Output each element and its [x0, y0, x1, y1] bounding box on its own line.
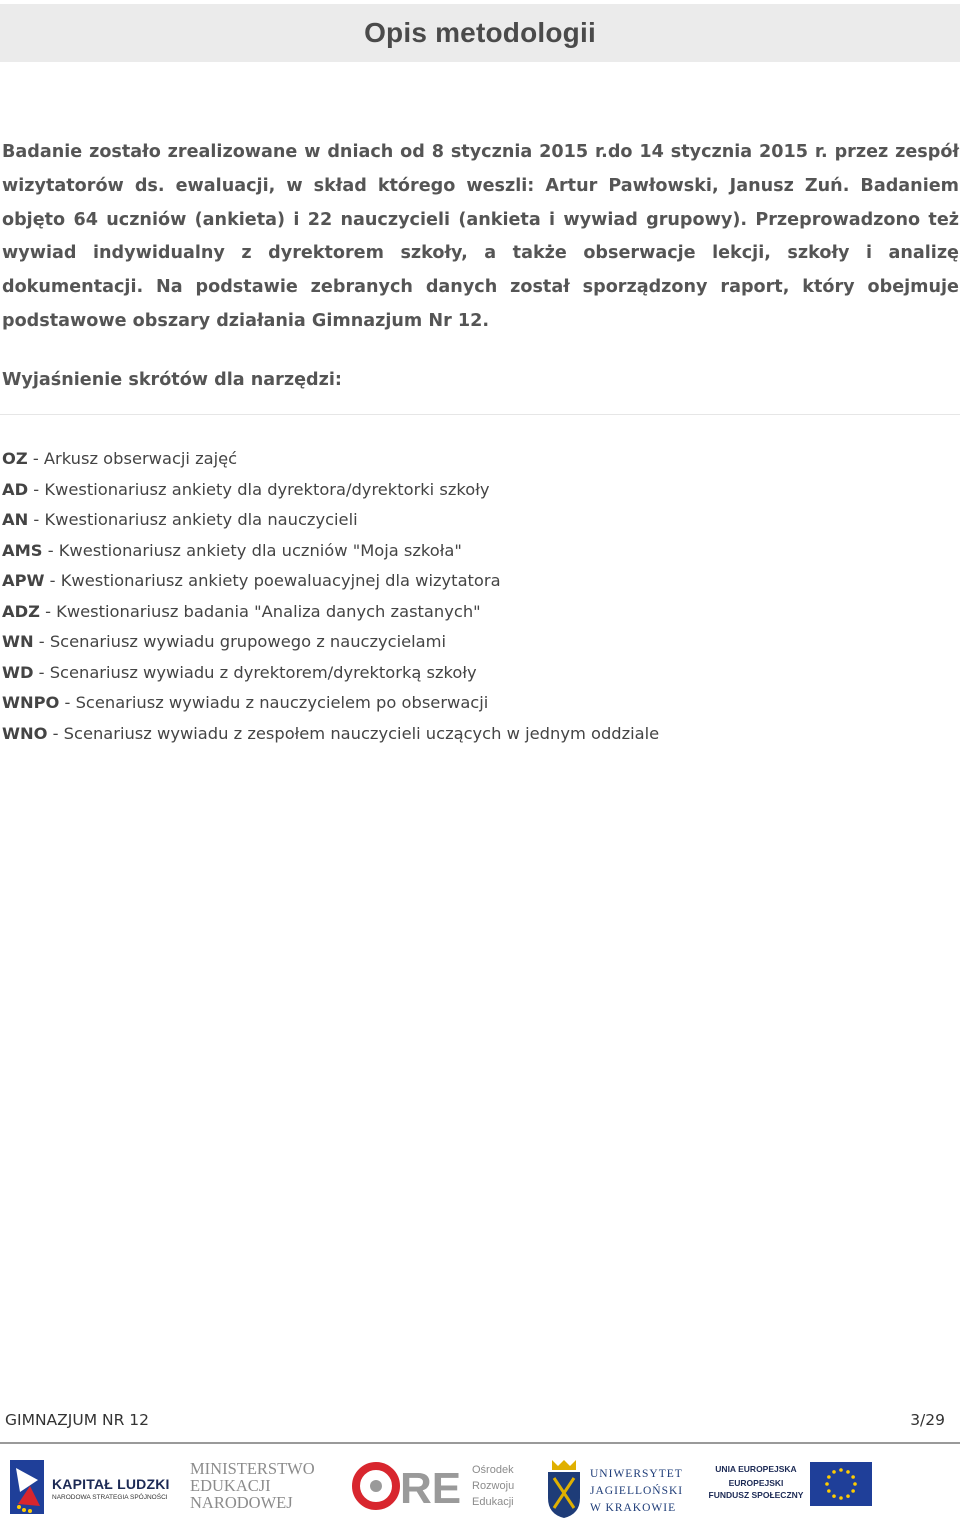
abbreviation-code: ADZ — [2, 601, 40, 621]
kapital-ludzki-tagline: NARODOWA STRATEGIA SPÓJNOŚCI — [52, 1494, 168, 1501]
abbreviation-code: WN — [2, 632, 34, 651]
eu-line-3: FUNDUSZ SPOŁECZNY — [708, 1490, 804, 1500]
eu-star-icon — [832, 1494, 836, 1498]
eu-star-icon — [827, 1489, 831, 1493]
abbreviation-item — [2, 536, 952, 567]
ore-line-1: Ośrodek — [472, 1464, 514, 1476]
abbreviation-description: - Kwestionariusz badania "Analiza danych zastanych" — [39, 601, 481, 621]
logo-strip — [0, 1450, 960, 1530]
ore-logo — [352, 1460, 532, 1520]
abbreviation-item — [2, 475, 952, 506]
abbreviation-item — [2, 627, 952, 658]
abbreviation-description: - Kwestionariusz ankiety dla nauczycieli — [28, 510, 358, 529]
section-divider — [0, 414, 960, 415]
eu-star-icon — [839, 1496, 843, 1500]
kapital-ludzki-logo — [10, 1458, 180, 1518]
abbreviation-code: APW — [2, 571, 45, 590]
abbreviation-description: - Scenariusz wywiadu z nauczycielem po obserwacji — [59, 693, 489, 712]
ore-line-2: Rozwoju — [472, 1480, 515, 1492]
eu-star-icon — [846, 1494, 850, 1498]
abbreviation-description: - Scenariusz wywiadu z zespołem nauczycieli uczących w jednym oddziale — [47, 723, 660, 743]
footer-page-number: 3/29 — [910, 1411, 945, 1429]
footer-divider — [0, 1442, 960, 1444]
abbreviation-item — [2, 658, 952, 689]
abbreviation-code: AD — [2, 479, 29, 499]
eu-line-1: UNIA EUROPEJSKA — [715, 1464, 797, 1474]
men-line-2: EDUKACJI — [190, 1476, 271, 1495]
abbreviation-code: AMS — [2, 540, 43, 560]
intro-paragraph: Badanie zostało zrealizowane w dniach od 8 stycznia 2015 r.do 14 stycznia 2015 r. przez zespół wizytatorów ds. ewaluacji, w skład którego weszli: Artur Pawłowski, Janusz Zuń. Badaniem objęto 64 uczniów (ankieta) i 22 nauczycieli (ankieta i wywiad grupowy). Przeprowadzono też wywiad indywidualny z dyrektorem szkoły, a także obserwacje lekcji, szkoły i analizę dokumentacji. Na podstawie zebranych danych został sporządzony raport, który obejmuje podstawowe obszary działania Gimnazjum Nr 12. — [2, 142, 959, 331]
abbreviation-description: - Kwestionariusz ankiety poewaluacyjnej dla wizytatora — [44, 571, 501, 590]
eu-star-icon — [846, 1470, 850, 1474]
ore-line-3: Edukacji — [472, 1496, 514, 1508]
kapital-ludzki-emblem-icon — [10, 1460, 44, 1514]
abbreviation-description: - Arkusz obserwacji zajęć — [27, 449, 238, 468]
abbreviation-item — [2, 444, 952, 475]
abbreviation-description: - Scenariusz wywiadu grupowego z nauczycielami — [33, 632, 447, 651]
eu-star-icon — [851, 1489, 855, 1493]
abbreviation-code: AN — [2, 510, 29, 529]
abbreviation-item — [2, 597, 952, 628]
eu-star-icon — [832, 1470, 836, 1474]
title-bar — [0, 4, 960, 62]
eu-star-icon — [853, 1482, 857, 1486]
footer-school-name: GIMNAZJUM NR 12 — [5, 1411, 150, 1429]
uj-logo — [546, 1458, 696, 1522]
eu-star-icon — [851, 1475, 855, 1479]
abbreviation-description: - Scenariusz wywiadu z dyrektorem/dyrektorką szkoły — [33, 662, 477, 682]
eu-logo — [708, 1462, 878, 1518]
abbreviation-item — [2, 566, 952, 597]
page-title: Opis metodologii — [364, 17, 596, 48]
abbreviation-code: WD — [2, 662, 34, 682]
svg-text:RE: RE — [400, 1464, 462, 1512]
page-footer — [5, 1411, 945, 1429]
eu-star-icon — [839, 1468, 843, 1472]
abbreviation-item — [2, 688, 952, 719]
uj-line-3: W KRAKOWIE — [590, 1502, 677, 1514]
abbreviations-heading: Wyjaśnienie skrótów dla narzędzi: — [2, 370, 342, 390]
eu-line-2: EUROPEJSKI — [728, 1478, 784, 1488]
abbreviation-code: WNO — [2, 723, 48, 743]
abbreviation-description: - Kwestionariusz ankiety dla dyrektora/dyrektorki szkoły — [28, 479, 490, 499]
abbreviation-item — [2, 505, 952, 536]
men-logo — [190, 1460, 320, 1520]
abbreviation-description: - Kwestionariusz ankiety dla uczniów "Moja szkoła" — [42, 540, 462, 560]
abbreviation-list — [2, 444, 952, 749]
abbreviation-item — [2, 719, 952, 750]
uj-crest-icon — [546, 1458, 582, 1520]
abbreviation-code: OZ — [2, 449, 28, 468]
uj-line-1: UNIWERSYTET — [590, 1468, 683, 1480]
ore-mark-icon — [352, 1460, 464, 1512]
eu-flag-icon — [810, 1462, 872, 1506]
eu-star-icon — [827, 1475, 831, 1479]
kapital-ludzki-name: KAPITAŁ LUDZKI — [52, 1476, 170, 1492]
men-line-1: MINISTERSTWO — [190, 1459, 315, 1478]
eu-star-icon — [825, 1482, 829, 1486]
men-line-3: NARODOWEJ — [190, 1493, 293, 1512]
abbreviation-code: WNPO — [2, 693, 60, 712]
uj-line-2: JAGIELLOŃSKI — [590, 1485, 684, 1497]
